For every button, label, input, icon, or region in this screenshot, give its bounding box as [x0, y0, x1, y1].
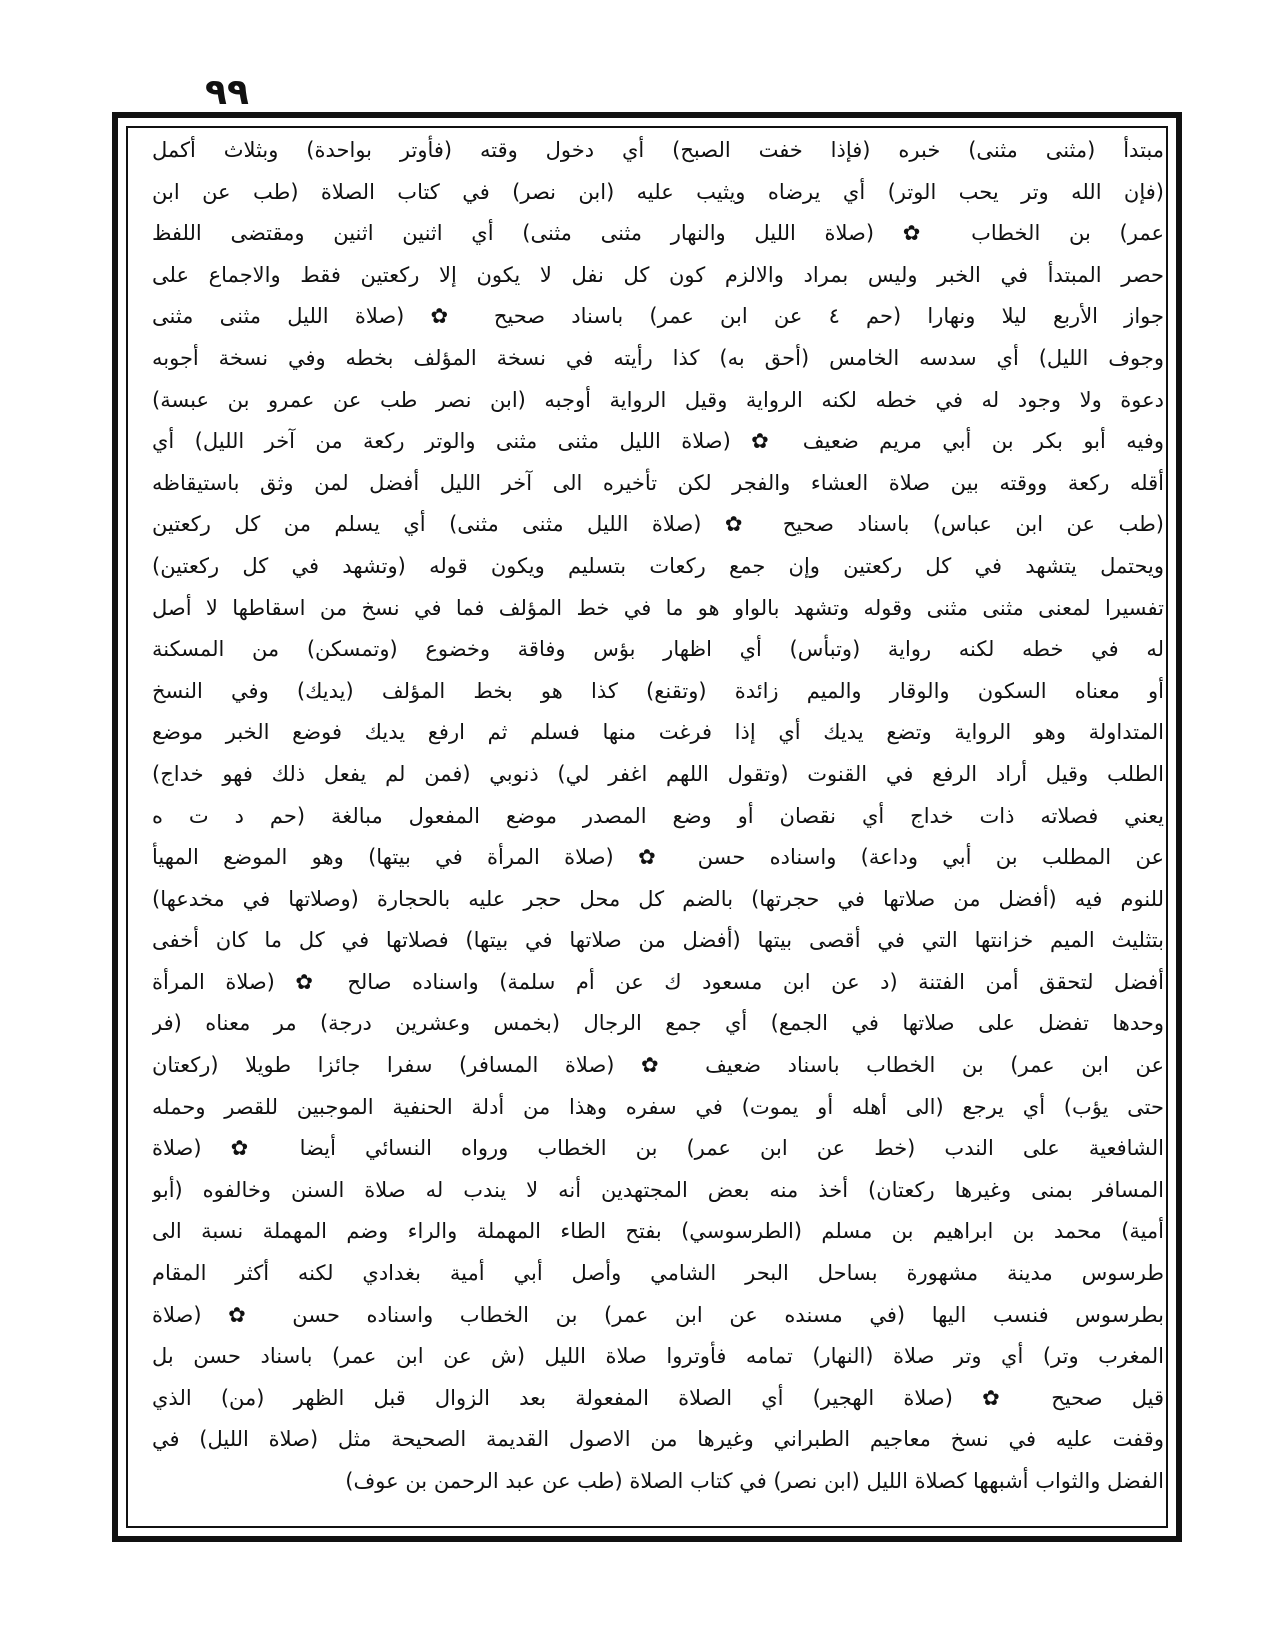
text-line: بطرسوس فنسب اليها (في مسنده عن ابن عمر) بن الخطاب واسناده حسن ✿ (صلاة [152, 1302, 1164, 1327]
page-number: ٩٩ [205, 72, 249, 113]
text-line: يعني فصلاته ذات خداج أي نقصان أو وضع المصدر موضع المفعول مبالغة (حم د ت ه [152, 803, 1164, 828]
text-line: أمية) محمد بن ابراهيم بن مسلم (الطرسوسي) بفتح الطاء المهملة والراء وضم المهملة نسبة الى [152, 1219, 1164, 1244]
text-line: الشافعية على الندب (خط عن ابن عمر) بن الخطاب ورواه النسائي أيضا ✿ (صلاة [152, 1136, 1164, 1161]
text-line: وقفت عليه في نسخ معاجيم الطبراني وغيرها من الاصول القديمة الصحيحة مثل (صلاة الليل) في [152, 1427, 1164, 1452]
text-line: عن المطلب بن أبي وداعة) واسناده حسن ✿ (صلاة المرأة في بيتها) وهو الموضع المهيأ [152, 845, 1164, 870]
text-line: ويحتمل يتشهد في كل ركعتين وإن جمع ركعات بتسليم ويكون قوله (وتشهد في كل ركعتين) [152, 553, 1164, 578]
text-line: قيل صحيح ✿ (صلاة الهجير) أي الصلاة المفعولة بعد الزوال قبل الظهر (من) الذي [152, 1385, 1164, 1410]
text-line: دعوة ولا وجود له في خطه لكنه الرواية وقيل الرواية أوجبه (ابن نصر طب عن عمرو بن عبسة) [152, 387, 1164, 412]
text-line: أو معناه السكون والوقار والميم زائدة (وتقنع) كذا هو بخط المؤلف (يديك) وفي النسخ [152, 678, 1164, 703]
text-block [152, 130, 1164, 1530]
text-line: وحدها تفضل على صلاتها في الجمع) أي جمع الرجال (بخمس وعشرين درجة) مر معناه (فر [152, 1011, 1164, 1036]
text-line: طرسوس مدينة مشهورة بساحل البحر الشامي وأصل أبي أمية بغدادي لكنه أكثر المقام [152, 1261, 1164, 1286]
text-line: عن ابن عمر) بن الخطاب باسناد ضعيف ✿ (صلاة المسافر) سفرا جائزا طويلا (ركعتان [152, 1053, 1164, 1078]
text-line: أفضل لتحقق أمن الفتنة (د عن ابن مسعود ك عن أم سلمة) واسناده صالح ✿ (صلاة المرأة [152, 969, 1164, 994]
text-line: أقله ركعة ووقته بين صلاة العشاء والفجر لكن تأخيره الى آخر الليل أفضل لمن وثق باستيقاظه [152, 470, 1164, 495]
text-line: الطلب وقيل أراد الرفع في القنوت (وتقول اللهم اغفر لي) ذنوبي (فمن لم يفعل ذلك فهو خداج) [152, 761, 1164, 786]
text-line: وفيه أبو بكر بن أبي مريم ضعيف ✿ (صلاة الليل مثنى مثنى والوتر ركعة من آخر الليل) أي [152, 429, 1164, 454]
text-line: المغرب وتر) أي وتر صلاة (النهار) تمامه فأوتروا صلاة الليل (ش عن ابن عمر) باسناد حسن بل [152, 1344, 1164, 1369]
text-line: المسافر بمنى وغيرها ركعتان) أخذ منه بعض المجتهدين أنه لا يندب له صلاة السنن وخالفوه (أبو [152, 1177, 1164, 1202]
text-line: حصر المبتدأ في الخبر وليس بمراد والالزم كون كل نفل لا يكون إلا ركعتين فقط والاجماع على [152, 262, 1164, 287]
text-line: له في خطه لكنه رواية (وتبأس) أي اظهار بؤس وفاقة وخضوع (وتمسكن) من المسكنة [152, 637, 1164, 662]
text-line: عمر) بن الخطاب ✿ (صلاة الليل والنهار مثنى مثنى) أي اثنين اثنين ومقتضى اللفظ [152, 221, 1164, 246]
text-line: حتى يؤب) أي يرجع (الى أهله أو يموت) في سفره وهذا من أدلة الحنفية الموجبين للقصر وحمله [152, 1094, 1164, 1119]
text-line: مبتدأ (مثنى مثنى) خبره (فإذا خفت الصبح) أي دخول وقته (فأوتر بواحدة) وبثلاث أكمل [152, 138, 1164, 162]
text-line: المتداولة وهو الرواية وتضع يديك أي إذا فرغت منها فسلم ثم ارفع يديك فوضع الخبر موضع [152, 720, 1164, 745]
text-line: (فإن الله وتر يحب الوتر) أي يرضاه ويثيب عليه (ابن نصر) في كتاب الصلاة (طب عن ابن [152, 179, 1164, 204]
text-line: وجوف الليل) أي سدسه الخامس (أحق به) كذا رأيته في نسخة المؤلف بخطه وفي نسخة أجوبه [152, 345, 1164, 370]
text-line: بتثليث الميم خزانتها التي في أقصى بيتها (أفضل من صلاتها في بيتها) فصلاتها في كل ما كان أخفى [152, 928, 1164, 953]
text-line: للنوم فيه (أفضل من صلاتها في حجرتها) بالضم كل محل حجر عليه بالحجارة (وصلاتها في مخدعها) [152, 886, 1164, 911]
text-line: الفضل والثواب أشبهها كصلاة الليل (ابن نصر) في كتاب الصلاة (طب عن عبد الرحمن بن عوف) [345, 1469, 1164, 1493]
text-line: (طب عن ابن عباس) باسناد صحيح ✿ (صلاة الليل مثنى مثنى) أي يسلم من كل ركعتين [152, 512, 1164, 537]
text-line: تفسيرا لمعنى مثنى مثنى وقوله وتشهد بالواو هو ما في خط المؤلف فما في نسخ من اسقاطها لا أصل [152, 595, 1164, 620]
text-line: جواز الأربع ليلا ونهارا (حم ٤ عن ابن عمر) باسناد صحيح ✿ (صلاة الليل مثنى مثنى [152, 304, 1164, 329]
